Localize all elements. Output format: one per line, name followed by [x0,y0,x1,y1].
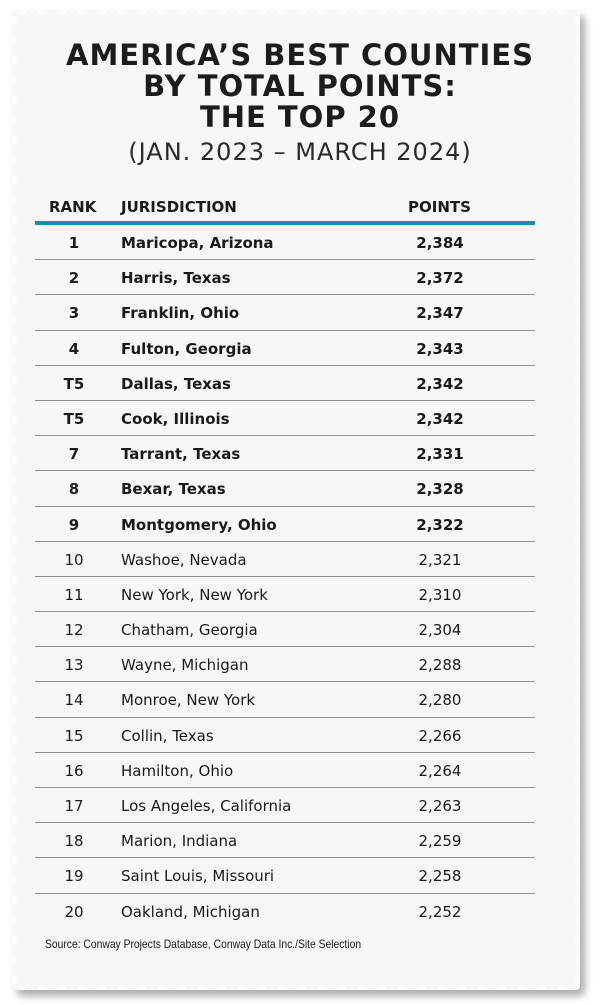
jurisdiction-cell: Oakland, Michigan [121,902,260,921]
jurisdiction-cell: Montgomery, Ohio [121,515,277,534]
table-row [35,647,535,682]
points-cell: 2,266 [418,726,462,745]
table-row [35,507,535,542]
jurisdiction-cell: Saint Louis, Missouri [121,867,275,886]
rank-cell: 8 [68,480,80,499]
title-line-1: AMERICA’S BEST COUNTIES [66,38,534,72]
column-header-jurisdiction: JURISDICTION [121,198,237,216]
column-header-rank: RANK [49,198,97,216]
table-row [35,894,535,929]
points-cell: 2,328 [416,480,464,499]
points-cell: 2,304 [418,621,462,640]
points-cell: 2,264 [418,761,462,780]
rank-cell: 15 [64,726,84,745]
points-cell: 2,343 [416,339,464,358]
jurisdiction-cell: Fulton, Georgia [121,339,252,358]
title-line-3: THE TOP 20 [199,100,401,134]
rank-cell: 10 [64,550,84,569]
table-row [35,682,535,717]
table-row [35,225,535,260]
points-cell: 2,322 [416,515,464,534]
jurisdiction-cell: Wayne, Michigan [121,656,249,675]
points-cell: 2,263 [418,797,462,815]
points-cell: 2,310 [418,585,462,604]
jurisdiction-cell: Los Angeles, California [121,797,292,815]
rank-cell: 7 [68,445,80,464]
points-cell: 2,280 [418,691,462,710]
rank-cell: T5 [63,374,85,393]
jurisdiction-cell: Collin, Texas [121,726,214,745]
jurisdiction-cell: Maricopa, Arizona [121,234,274,252]
column-header-points: POINTS [408,198,471,216]
points-cell: 2,259 [418,832,462,851]
rank-cell: 17 [64,797,84,815]
jurisdiction-cell: Monroe, New York [121,691,256,710]
points-cell: 2,331 [416,445,464,464]
table-row [35,858,535,893]
jurisdiction-cell: Bexar, Texas [121,480,226,499]
table-body [35,225,535,929]
chart-title [0,40,600,133]
table-header [35,198,535,220]
table-row [35,471,535,506]
table-row [35,577,535,612]
table-row [35,753,535,788]
rank-cell: 9 [68,515,80,534]
rank-cell: 12 [64,621,84,640]
rank-cell: 19 [64,867,84,886]
rank-cell: 11 [64,585,84,604]
source-note: Source: Conway Projects Database, Conway Data Inc./Site Selection [45,937,362,951]
rank-cell: 20 [64,902,84,921]
points-cell: 2,288 [418,656,462,675]
perforation-bottom [12,985,580,990]
table-row [35,718,535,753]
jurisdiction-cell: Dallas, Texas [121,374,231,393]
table-row [35,331,535,366]
jurisdiction-cell: Harris, Texas [121,269,231,288]
jurisdiction-cell: Cook, Illinois [121,409,230,428]
jurisdiction-cell: New York, New York [121,585,268,604]
points-cell: 2,384 [416,234,464,252]
table-row [35,436,535,471]
chart-subtitle: (JAN. 2023 – MARCH 2024) [128,138,472,166]
table-row [35,542,535,577]
jurisdiction-cell: Chatham, Georgia [121,621,258,640]
rank-cell: T5 [63,409,85,428]
rank-cell: 18 [64,832,84,851]
table-row [35,401,535,436]
rank-cell: 16 [64,761,84,780]
jurisdiction-cell: Tarrant, Texas [121,445,241,464]
table-row [35,260,535,295]
rank-cell: 1 [68,234,80,252]
table-row [35,295,535,330]
jurisdiction-cell: Franklin, Ohio [121,304,240,323]
points-cell: 2,342 [416,409,464,428]
rank-cell: 3 [68,304,80,323]
jurisdiction-cell: Marion, Indiana [121,832,238,851]
points-cell: 2,252 [418,902,462,921]
jurisdiction-cell: Washoe, Nevada [121,550,247,569]
rank-cell: 4 [68,339,80,358]
rank-cell: 13 [64,656,84,675]
points-cell: 2,321 [418,550,462,569]
rank-cell: 14 [64,691,84,710]
table-row [35,823,535,858]
table-row [35,366,535,401]
points-cell: 2,347 [416,304,464,323]
points-cell: 2,342 [416,374,464,393]
title-line-2: BY TOTAL POINTS: [143,69,457,103]
table-row [35,788,535,823]
points-cell: 2,372 [416,269,464,288]
points-cell: 2,258 [418,867,462,886]
perforation-top [12,10,580,15]
jurisdiction-cell: Hamilton, Ohio [121,761,234,780]
table-row [35,612,535,647]
rank-cell: 2 [68,269,80,288]
